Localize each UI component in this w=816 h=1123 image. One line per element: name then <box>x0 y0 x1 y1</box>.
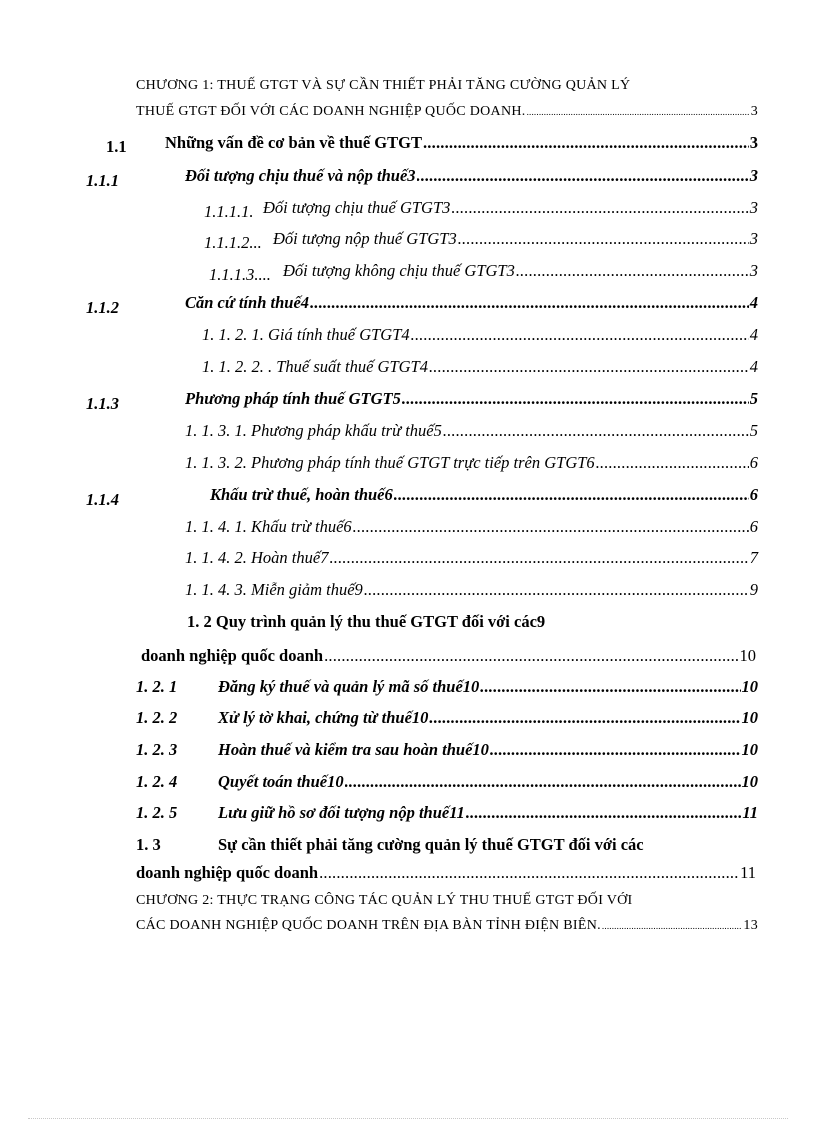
dot-leader <box>527 107 750 117</box>
toc-entry-1-1-1-3[interactable] <box>283 261 758 281</box>
dot-leader <box>451 198 748 218</box>
dot-leader <box>345 772 741 792</box>
toc-entry-1-1[interactable] <box>165 133 758 153</box>
dot-leader <box>310 293 749 313</box>
dot-leader <box>423 133 749 153</box>
toc-section-number: 1.1 <box>106 137 127 156</box>
toc-entry-1-1-3-2[interactable] <box>185 453 758 473</box>
toc-page-number: 10 <box>739 646 756 665</box>
toc-section-number: 1.1.1.2... <box>204 233 262 252</box>
dot-leader <box>490 740 741 760</box>
toc-chapter-1-line-1[interactable]: CHƯƠNG 1: THUẾ GTGT VÀ SỰ CẦN THIẾT PHẢI TĂNG CƯỜNG QUẢN LÝ <box>136 78 631 93</box>
toc-entry-1-1-2-2[interactable] <box>202 357 758 377</box>
dot-leader <box>480 677 740 697</box>
dot-leader <box>429 357 749 377</box>
toc-entry-1-2-5[interactable] <box>218 803 758 823</box>
dot-leader <box>402 389 749 409</box>
toc-entry-1-1-3[interactable] <box>185 389 758 409</box>
toc-entry-1-2-1[interactable] <box>218 677 758 697</box>
toc-page-number: 3 <box>749 133 758 152</box>
toc-entry-title: Quyết toán thuế10 <box>218 772 344 791</box>
dot-leader <box>443 421 749 441</box>
toc-section-number: 1. 2. 4 <box>136 772 178 791</box>
toc-entry-title: Xử lý tờ khai, chứng từ thuế10 <box>218 708 429 727</box>
toc-entry-1-1-4-3[interactable] <box>185 580 758 600</box>
dot-leader <box>394 485 749 505</box>
toc-entry-title: Đối tượng không chịu thuế GTGT3 <box>283 261 515 280</box>
toc-entry-title: Đối tượng chịu thuế GTGT3 <box>263 198 451 217</box>
dot-leader <box>596 453 749 473</box>
toc-entry-title: doanh nghiệp quốc doanh <box>141 646 324 665</box>
toc-section-number: 1.1.4 <box>86 490 119 509</box>
toc-entry-1-2[interactable] <box>141 646 756 666</box>
toc-page-number: 10 <box>741 740 758 759</box>
toc-chapter-2-line-1[interactable]: CHƯƠNG 2: THỰC TRẠNG CÔNG TÁC QUẢN LÝ THU THUẾ GTGT ĐỐI VỚI <box>136 893 633 908</box>
toc-section-number: 1.1.1 <box>86 171 119 190</box>
toc-section-number: 1. 2. 1 <box>136 677 178 696</box>
dot-leader <box>411 325 749 345</box>
dot-leader <box>417 166 749 186</box>
toc-entry-title: 1. 1. 3. 2. Phương pháp tính thuế GTGT trực tiếp trên GTGT6 <box>185 453 595 472</box>
toc-page-number: 6 <box>749 485 758 504</box>
toc-entry-title: 1. 1. 2. 1. Giá tính thuế GTGT4 <box>202 325 410 344</box>
toc-entry-title: 1. 1. 4. 1. Khấu trừ thuế6 <box>185 517 352 536</box>
toc-entry-title: 1. 1. 4. 2. Hoàn thuế7 <box>185 548 329 567</box>
toc-entry-title: Hoàn thuế và kiểm tra sau hoàn thuế10 <box>218 740 489 759</box>
toc-entry-1-1-2[interactable] <box>185 293 758 313</box>
toc-page-number: 6 <box>749 517 758 536</box>
toc-entry-title: 1. 1. 4. 3. Miễn giảm thuế9 <box>185 580 363 599</box>
toc-page-number: 4 <box>749 357 758 376</box>
toc-entry-1-2-2[interactable] <box>218 708 758 728</box>
toc-page-number: 7 <box>749 548 758 567</box>
toc-page-number: 10 <box>741 677 758 696</box>
page-bottom-rule <box>28 1118 788 1119</box>
toc-page-number: 13 <box>743 918 758 933</box>
toc-section-number: 1. 2. 2 <box>136 708 178 727</box>
toc-page-number: 3 <box>749 198 758 217</box>
toc-chapter-2-line-2: CÁC DOANH NGHIỆP QUỐC DOANH TRÊN ĐỊA BÀN TỈNH ĐIỆN BIÊN. <box>136 918 601 933</box>
toc-entry-title: Đối tượng nộp thuế GTGT3 <box>273 229 457 248</box>
toc-page-number: 10 <box>741 772 758 791</box>
dot-leader <box>429 708 740 728</box>
toc-section-number: 1.1.3 <box>86 394 119 413</box>
dot-leader <box>324 646 738 666</box>
toc-page-number: 4 <box>749 293 758 312</box>
toc-page-number: 3 <box>749 229 758 248</box>
dot-leader <box>458 229 749 249</box>
toc-chapter-2[interactable] <box>136 918 758 934</box>
toc-entry-1-2-line-1[interactable]: 1. 2 Quy trình quản lý thu thuế GTGT đối với các9 <box>187 612 546 631</box>
toc-entry-1-3-line-1[interactable]: Sự cần thiết phải tăng cường quản lý thuế GTGT đối với các <box>218 835 644 854</box>
toc-section-number: 1.1.2 <box>86 298 119 317</box>
toc-page-number: 3 <box>749 166 758 185</box>
toc-page-number: 11 <box>742 803 758 822</box>
toc-entry-1-1-2-1[interactable] <box>202 325 758 345</box>
dot-leader <box>466 803 742 823</box>
toc-entry-title: 1. 1. 2. 2. . Thuế suất thuế GTGT4 <box>202 357 428 376</box>
toc-entry-title: doanh nghiệp quốc doanh <box>136 863 319 882</box>
toc-section-number: 1. 3 <box>136 835 161 854</box>
dot-leader <box>319 863 739 883</box>
toc-page-number: 3 <box>749 261 758 280</box>
toc-entry-1-1-1-1[interactable] <box>263 198 758 218</box>
dot-leader <box>329 548 748 568</box>
toc-page-number: 5 <box>749 389 758 408</box>
toc-entry-1-1-1[interactable] <box>185 166 758 186</box>
toc-entry-1-2-3[interactable] <box>218 740 758 760</box>
toc-section-number: 1. 2. 3 <box>136 740 178 759</box>
toc-entry-title: Những vấn đề cơ bản về thuế GTGT <box>165 133 422 152</box>
toc-page-number: 3 <box>750 104 758 119</box>
dot-leader <box>602 921 742 931</box>
toc-entry-title: 1. 1. 3. 1. Phương pháp khấu trừ thuế5 <box>185 421 442 440</box>
toc-page-number: 4 <box>749 325 758 344</box>
toc-section-number: 1.1.1.1. <box>204 202 254 221</box>
toc-page-number: 9 <box>749 580 758 599</box>
toc-section-number: 1.1.1.3.... <box>209 265 271 284</box>
toc-entry-1-1-4-1[interactable] <box>185 517 758 537</box>
toc-page-number: 5 <box>749 421 758 440</box>
toc-entry-1-1-4[interactable] <box>210 485 758 505</box>
dot-leader <box>516 261 749 281</box>
toc-entry-1-2-4[interactable] <box>218 772 758 792</box>
toc-entry-title: Phương pháp tính thuế GTGT5 <box>185 389 401 408</box>
toc-chapter-1[interactable] <box>136 104 758 120</box>
toc-entry-1-1-1-2[interactable] <box>273 229 758 249</box>
toc-page-number: 6 <box>749 453 758 472</box>
toc-page-number: 10 <box>741 708 758 727</box>
toc-entry-title: Căn cứ tính thuế4 <box>185 293 310 312</box>
toc-entry-title: Đăng ký thuế và quản lý mã số thuế10 <box>218 677 480 696</box>
dot-leader <box>364 580 749 600</box>
toc-chapter-1-line-2: THUẾ GTGT ĐỐI VỚI CÁC DOANH NGHIỆP QUỐC DOANH. <box>136 104 526 119</box>
dot-leader <box>353 517 749 537</box>
toc-entry-1-1-4-2[interactable] <box>185 548 758 568</box>
toc-page-number: 11 <box>740 863 756 882</box>
toc-section-number: 1. 2. 5 <box>136 803 178 822</box>
toc-entry-title: Khấu trừ thuế, hoàn thuế6 <box>210 485 393 504</box>
toc-entry-1-3[interactable] <box>136 863 756 883</box>
toc-entry-title: Đối tượng chịu thuế và nộp thuế3 <box>185 166 416 185</box>
toc-entry-title: Lưu giữ hồ sơ đối tượng nộp thuế11 <box>218 803 465 822</box>
toc-entry-1-1-3-1[interactable] <box>185 421 758 441</box>
